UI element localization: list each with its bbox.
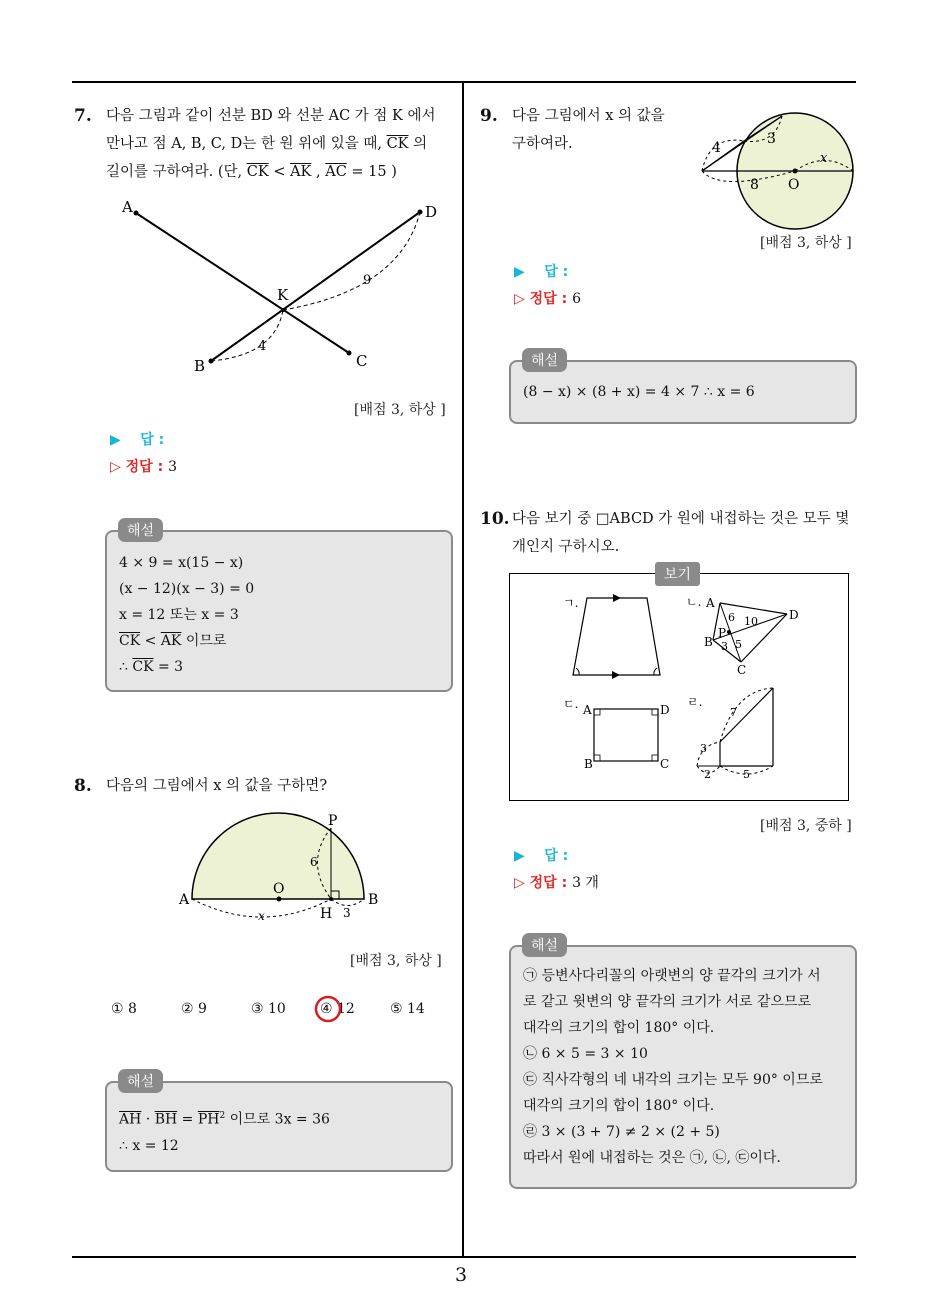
q10-r-7: 7 xyxy=(730,706,737,719)
q8-len3: 3 xyxy=(343,906,351,920)
q10-figure xyxy=(555,585,815,785)
q7-text xyxy=(106,102,456,186)
q10-d-b: B xyxy=(584,757,593,771)
q8-selected-mark-icon xyxy=(312,993,344,1025)
q8-choice-5[interactable]: ⑤ 14 xyxy=(390,1001,425,1017)
play-outline-icon: ▷ xyxy=(110,459,121,475)
q9-explanation-tab: 해설 xyxy=(522,348,567,372)
q9-answer-row: ▶ 답 : xyxy=(514,264,569,280)
q8-choice-4[interactable]: ④ 12 xyxy=(320,1001,355,1017)
q10-n-3: 3 xyxy=(721,640,728,653)
q10-n-p: P xyxy=(718,626,727,640)
play-icon: ▶ xyxy=(514,848,525,864)
q8-label-x: x xyxy=(258,909,265,923)
q7-label-d: D xyxy=(425,203,438,221)
q7-label-b: B xyxy=(194,357,206,375)
q8-choice-2[interactable]: ② 9 xyxy=(181,1001,207,1017)
q8-explanation-box: $\overline{AH} \cdot \overline{BH} = \overline{PH}^2$ 이므로 3x = 36 ∴ x = 12 xyxy=(105,1081,453,1172)
q7-explanation-tab: 해설 xyxy=(118,518,163,542)
q9-len3: 3 xyxy=(767,131,776,147)
q9-explanation-box: (8 − x) × (8 + x) = 4 × 7 ∴ x = 6 xyxy=(509,360,857,424)
q10-label-n: ㄴ. xyxy=(686,595,702,609)
q10-r-2: 2 xyxy=(704,768,711,781)
q10-number: 10. xyxy=(480,509,510,529)
q10-label-r: ㄹ. xyxy=(687,695,703,709)
q10-text: 다음 보기 중 □ABCD 가 원에 내접하는 것은 모두 몇 개인지 구하시오. xyxy=(512,511,850,555)
q10-label-g: ㄱ. xyxy=(563,596,579,610)
q9-label-x: x xyxy=(820,151,828,166)
q10-correct-row: ▷ 정답 : 3 개 xyxy=(514,875,599,891)
q9-len4: 4 xyxy=(712,140,721,156)
q7-explanation-box: 4 × 9 = x(15 − x) (x − 12)(x − 3) = 0 x = 12 또는 x = 3 $\overline{CK} < \overline{AK}$ 이므로 ∴ $\overline{CK} = 3$ xyxy=(105,530,453,692)
q7-score: [배점 3, 하상 ] xyxy=(354,402,446,418)
q7-correct-row: ▷ 정답 : 3 xyxy=(110,459,177,475)
q7-label-k: K xyxy=(277,286,289,304)
q7-line1: 다음 그림과 같이 선분 BD 와 선분 AC 가 점 K 에서 xyxy=(106,108,436,124)
top-rule xyxy=(72,81,856,83)
q8-label-b: B xyxy=(368,892,379,908)
q7-answer-row: ▶ 답 : xyxy=(110,432,165,448)
q10-d-a: A xyxy=(583,703,592,717)
q7-label-c: C xyxy=(356,352,368,370)
play-outline-icon: ▷ xyxy=(514,291,525,307)
q10-example-tab: 보기 xyxy=(655,562,700,586)
q10-d-d: D xyxy=(660,703,670,717)
q8-label-a: A xyxy=(179,892,190,908)
q10-n-c: C xyxy=(737,663,747,677)
q10-n-b: B xyxy=(704,635,713,649)
q10-explanation-tab: 해설 xyxy=(522,933,567,957)
q7-figure xyxy=(100,190,460,380)
q8-choice-1[interactable]: ① 8 xyxy=(111,1001,137,1017)
play-icon: ▶ xyxy=(514,264,525,280)
play-icon: ▶ xyxy=(110,432,121,448)
q7-label-a: A xyxy=(122,198,133,216)
q10-label-d: ㄷ. xyxy=(563,697,579,711)
q8-choice-3[interactable]: ③ 10 xyxy=(251,1001,286,1017)
q8-len6: 6 xyxy=(310,855,318,869)
q8-label-o: O xyxy=(273,881,285,897)
q10-n-d: D xyxy=(789,608,799,622)
q8-number: 8. xyxy=(74,776,92,796)
q9-figure xyxy=(695,105,860,230)
q10-r-5: 5 xyxy=(743,768,750,781)
q8-label-h: H xyxy=(320,906,333,922)
q8-explanation-tab: 해설 xyxy=(118,1069,163,1093)
q10-n-a: A xyxy=(706,596,715,610)
q7-line2: 만나고 점 A, B, C, D는 한 원 위에 있을 때, $\overline{CK}$ 의 xyxy=(106,136,428,152)
q9-text: 다음 그림에서 x 의 값을 구하여라. xyxy=(512,108,665,152)
q10-explanation-box: ㉠ 등변사다리꼴의 아랫변의 양 끝각의 크기가 서 로 같고 윗변의 양 끝각의 크기가 서로 같으므로 대각의 크기의 합이 180° 이다. ㉡ 6 × 5 = 3 × 10 ㉢ 직사각형의 네 내각의 크기는 모두 90° 이므로 대각의 크기의 합이 180° 이다. ㉣ 3 × (3 + 7) ≠ 2 × (2 + 5) 따라서 원에 내접하는 것은 ㉠, ㉡, ㉢이다. xyxy=(509,945,857,1189)
q10-answer-row: ▶ 답 : xyxy=(514,848,569,864)
q10-n-5: 5 xyxy=(735,638,742,651)
q8-score: [배점 3, 하상 ] xyxy=(350,953,442,969)
play-outline-icon: ▷ xyxy=(514,875,525,891)
q7-number: 7. xyxy=(74,106,92,126)
q10-r-3: 3 xyxy=(700,742,707,755)
q7-len9: 9 xyxy=(363,273,372,288)
q9-score: [배점 3, 하상 ] xyxy=(760,235,852,251)
q8-label-p: P xyxy=(328,813,338,829)
q10-n-10: 10 xyxy=(744,615,758,628)
q10-d-c: C xyxy=(660,757,670,771)
q9-correct-row: ▷ 정답 : 6 xyxy=(514,291,581,307)
q9-label-o: O xyxy=(788,177,800,193)
q7-len4: 4 xyxy=(258,339,267,354)
q8-text: 다음의 그림에서 x 의 값을 구하면? xyxy=(106,778,328,794)
q7-line3: 길이를 구하여라. (단, $\overline{CK} < \overline{AK}$ , $\overline{AC} = 15$ ) xyxy=(106,164,397,180)
page-number: 3 xyxy=(455,1264,468,1286)
q9-number: 9. xyxy=(480,106,498,126)
bottom-rule xyxy=(72,1256,856,1258)
q8-figure xyxy=(170,810,390,940)
q9-len8: 8 xyxy=(750,177,759,193)
column-divider xyxy=(462,82,464,1257)
q10-n-6: 6 xyxy=(728,611,735,624)
q10-score: [배점 3, 중하 ] xyxy=(760,818,852,834)
